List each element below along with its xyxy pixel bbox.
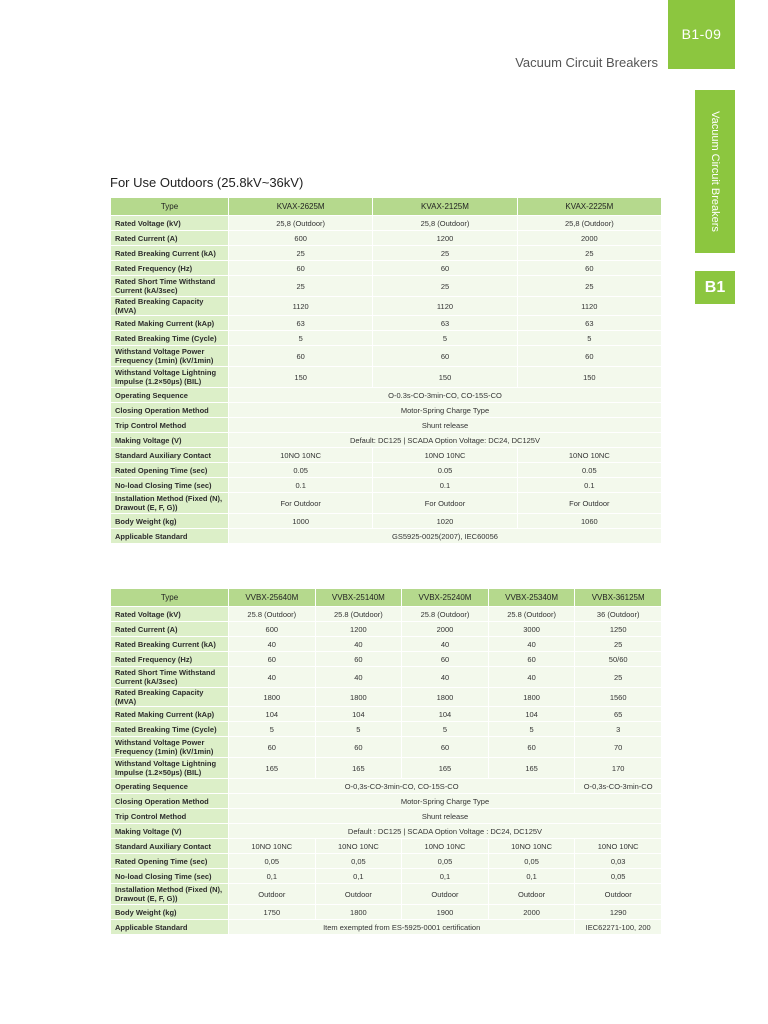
section-title: For Use Outdoors (25.8kV~36kV) [110,175,304,190]
value-cell: 40 [488,667,575,688]
value-cell: 1000 [229,514,373,529]
value-cell: IEC62271-100, 200 [575,920,662,935]
value-cell: 0.05 [517,463,661,478]
value-cell: 1200 [373,231,517,246]
table-row [111,905,662,920]
section-badge: B1 [695,271,735,304]
table-row [111,794,662,809]
value-cell: Outdoor [575,884,662,905]
value-cell: 60 [488,737,575,758]
table-row [111,622,662,637]
spec-table-vvbx [110,588,662,935]
row-label: No-load Closing Time (sec) [111,478,229,493]
row-label: Applicable Standard [111,529,229,544]
value-cell: For Outdoor [517,493,661,514]
table-row [111,514,662,529]
value-cell: 1250 [575,622,662,637]
value-cell: 1900 [402,905,489,920]
table-row [111,216,662,231]
table-row [111,448,662,463]
table-row [111,331,662,346]
value-cell: 0,03 [575,854,662,869]
row-label: Rated Frequency (Hz) [111,261,229,276]
value-cell: 65 [575,707,662,722]
value-cell: 60 [229,737,316,758]
row-label: No-load Closing Time (sec) [111,869,229,884]
row-label: Trip Control Method [111,809,229,824]
table-row [111,688,662,707]
value-cell: 150 [373,367,517,388]
row-label: Withstand Voltage Lightning Impulse (1.2×50µs) (BIL) [111,758,229,779]
value-cell: 1800 [229,688,316,707]
table-row [111,667,662,688]
value-cell: 40 [229,667,316,688]
value-cell: Outdoor [315,884,402,905]
value-cell: 5 [229,331,373,346]
table-row [111,246,662,261]
table-row [111,758,662,779]
table-row [111,276,662,297]
spanned-value-cell: Shunt release [229,809,662,824]
value-cell: For Outdoor [229,493,373,514]
value-cell: 60 [402,652,489,667]
value-cell: 63 [229,316,373,331]
row-label: Withstand Voltage Lightning Impulse (1.2×50µs) (BIL) [111,367,229,388]
spanned-value-cell: Item exempted from ES-5925-0001 certification [229,920,575,935]
value-cell: 104 [402,707,489,722]
row-label: Standard Auxiliary Contact [111,839,229,854]
value-cell: 3000 [488,622,575,637]
row-label: Rated Breaking Current (kA) [111,637,229,652]
value-cell: 40 [402,637,489,652]
value-cell: 60 [488,652,575,667]
row-label: Closing Operation Method [111,794,229,809]
table-row [111,418,662,433]
value-cell: 25,8 (Outdoor) [517,216,661,231]
value-cell: 5 [315,722,402,737]
value-cell: 10NO 10NC [229,448,373,463]
value-cell: 70 [575,737,662,758]
row-label: Rated Breaking Time (Cycle) [111,331,229,346]
value-cell: 25.8 (Outdoor) [402,607,489,622]
value-cell: For Outdoor [373,493,517,514]
value-cell: 25.8 (Outdoor) [488,607,575,622]
value-cell: 1750 [229,905,316,920]
value-cell: 5 [488,722,575,737]
model-header-cell: VVBX-25240M [402,589,489,607]
value-cell: 0,1 [488,869,575,884]
row-label: Trip Control Method [111,418,229,433]
side-section-tab-label: Vacuum Circuit Breakers [709,111,721,232]
value-cell: 1800 [315,688,402,707]
row-label: Rated Breaking Capacity (MVA) [111,297,229,316]
value-cell: 600 [229,231,373,246]
table-row [111,869,662,884]
row-label: Rated Current (A) [111,622,229,637]
value-cell: 60 [229,261,373,276]
value-cell: 1560 [575,688,662,707]
value-cell: 5 [402,722,489,737]
spanned-value-cell: Default : DC125 | SCADA Option Voltage : DC24, DC125V [229,824,662,839]
row-label: Standard Auxiliary Contact [111,448,229,463]
value-cell: 1120 [229,297,373,316]
value-cell: 25.8 (Outdoor) [229,607,316,622]
table-row [111,637,662,652]
value-cell: 3 [575,722,662,737]
model-header-cell: KVAX-2125M [373,198,517,216]
spanned-value-cell: Motor-Spring Charge Type [229,403,662,418]
table-row [111,607,662,622]
value-cell: 40 [315,637,402,652]
table-row [111,854,662,869]
table-row [111,824,662,839]
value-cell: 0.1 [229,478,373,493]
value-cell: 1120 [373,297,517,316]
value-cell: 60 [517,346,661,367]
table-row [111,652,662,667]
value-cell: 150 [517,367,661,388]
value-cell: 25,8 (Outdoor) [373,216,517,231]
value-cell: 10NO 10NC [575,839,662,854]
value-cell: 0,05 [229,854,316,869]
value-cell: 104 [315,707,402,722]
value-cell: 40 [402,667,489,688]
value-cell: 0,05 [575,869,662,884]
value-cell: 10NO 10NC [229,839,316,854]
row-label: Rated Making Current (kAp) [111,316,229,331]
table-row [111,346,662,367]
row-label: Rated Current (A) [111,231,229,246]
row-label: Installation Method (Fixed (N), Drawout (E, F, G)) [111,493,229,514]
value-cell: 25.8 (Outdoor) [315,607,402,622]
model-header-cell: VVBX-25640M [229,589,316,607]
value-cell: 10NO 10NC [517,448,661,463]
table-row [111,261,662,276]
value-cell: 1020 [373,514,517,529]
side-section-tab [695,90,735,253]
table-row [111,367,662,388]
value-cell: 0,05 [488,854,575,869]
value-cell: 170 [575,758,662,779]
type-header-cell: Type [111,198,229,216]
spec-table-kvax [110,197,662,544]
value-cell: 10NO 10NC [402,839,489,854]
table-row [111,316,662,331]
row-label: Body Weight (kg) [111,514,229,529]
value-cell: 0.1 [517,478,661,493]
value-cell: 40 [488,637,575,652]
value-cell: 1800 [315,905,402,920]
value-cell: O-0,3s-CO-3min-CO [575,779,662,794]
value-cell: 104 [488,707,575,722]
row-label: Rated Breaking Time (Cycle) [111,722,229,737]
value-cell: 165 [229,758,316,779]
value-cell: 63 [517,316,661,331]
value-cell: 5 [373,331,517,346]
table-row [111,920,662,935]
value-cell: 60 [373,261,517,276]
row-label: Rated Breaking Capacity (MVA) [111,688,229,707]
value-cell: 5 [229,722,316,737]
value-cell: 0,1 [402,869,489,884]
row-label: Operating Sequence [111,779,229,794]
row-label: Rated Breaking Current (kA) [111,246,229,261]
value-cell: 40 [229,637,316,652]
value-cell: 25 [517,276,661,297]
table-row [111,884,662,905]
value-cell: Outdoor [229,884,316,905]
value-cell: 36 (Outdoor) [575,607,662,622]
value-cell: Outdoor [488,884,575,905]
table-row [111,463,662,478]
value-cell: 25 [229,276,373,297]
row-label: Body Weight (kg) [111,905,229,920]
row-label: Rated Short Time Withstand Current (kA/3sec) [111,276,229,297]
table-row [111,403,662,418]
value-cell: 63 [373,316,517,331]
table-row [111,737,662,758]
table-row [111,478,662,493]
value-cell: 1120 [517,297,661,316]
value-cell: 5 [517,331,661,346]
value-cell: 10NO 10NC [373,448,517,463]
model-header-cell: KVAX-2625M [229,198,373,216]
value-cell: 2000 [517,231,661,246]
row-label: Operating Sequence [111,388,229,403]
value-cell: 25 [373,276,517,297]
value-cell: 60 [315,737,402,758]
value-cell: 104 [229,707,316,722]
value-cell: 0.1 [373,478,517,493]
value-cell: 60 [315,652,402,667]
table-row [111,231,662,246]
row-label: Applicable Standard [111,920,229,935]
value-cell: 10NO 10NC [488,839,575,854]
value-cell: 25 [373,246,517,261]
value-cell: 150 [229,367,373,388]
value-cell: 60 [229,346,373,367]
value-cell: 40 [315,667,402,688]
model-header-cell: KVAX-2225M [517,198,661,216]
value-cell: 0,1 [315,869,402,884]
value-cell: 10NO 10NC [315,839,402,854]
row-label: Rated Opening Time (sec) [111,854,229,869]
table-row [111,433,662,448]
value-cell: 165 [402,758,489,779]
page-header-title: Vacuum Circuit Breakers [515,55,658,70]
value-cell: 165 [315,758,402,779]
value-cell: 60 [402,737,489,758]
value-cell: 1800 [402,688,489,707]
row-label: Withstand Voltage Power Frequency (1min) (kV/1min) [111,737,229,758]
row-label: Withstand Voltage Power Frequency (1min) (kV/1min) [111,346,229,367]
spanned-value-cell: GS5925-0025(2007), IEC60056 [229,529,662,544]
row-label: Rated Making Current (kAp) [111,707,229,722]
table-row [111,722,662,737]
value-cell: 25,8 (Outdoor) [229,216,373,231]
page-number-tab: B1-09 [668,0,735,69]
table-header-row [111,589,662,607]
value-cell: 0,05 [402,854,489,869]
value-cell: 60 [373,346,517,367]
table-row [111,779,662,794]
value-cell: 2000 [402,622,489,637]
spanned-value-cell: Default: DC125 | SCADA Option Voltage: DC24, DC125V [229,433,662,448]
row-label: Rated Voltage (kV) [111,607,229,622]
value-cell: 1800 [488,688,575,707]
model-header-cell: VVBX-36125M [575,589,662,607]
row-label: Rated Short Time Withstand Current (kA/3sec) [111,667,229,688]
value-cell: 1060 [517,514,661,529]
table-row [111,707,662,722]
row-label: Rated Opening Time (sec) [111,463,229,478]
spanned-value-cell: Motor-Spring Charge Type [229,794,662,809]
value-cell: 600 [229,622,316,637]
spanned-value-cell: O-0,3s-CO-3min-CO, CO-15S-CO [229,779,575,794]
value-cell: 25 [575,637,662,652]
value-cell: 0.05 [373,463,517,478]
value-cell: 50/60 [575,652,662,667]
table-row [111,388,662,403]
type-header-cell: Type [111,589,229,607]
table-row [111,809,662,824]
spanned-value-cell: O-0.3s-CO-3min-CO, CO-15S-CO [229,388,662,403]
table-row [111,529,662,544]
value-cell: Outdoor [402,884,489,905]
table-row [111,839,662,854]
table-row [111,297,662,316]
table-row [111,493,662,514]
value-cell: 60 [229,652,316,667]
row-label: Installation Method (Fixed (N), Drawout (E, F, G)) [111,884,229,905]
model-header-cell: VVBX-25140M [315,589,402,607]
value-cell: 60 [517,261,661,276]
value-cell: 1290 [575,905,662,920]
value-cell: 165 [488,758,575,779]
table-header-row [111,198,662,216]
value-cell: 2000 [488,905,575,920]
spanned-value-cell: Shunt release [229,418,662,433]
row-label: Making Voltage (V) [111,433,229,448]
value-cell: 0,1 [229,869,316,884]
value-cell: 25 [575,667,662,688]
value-cell: 0,05 [315,854,402,869]
value-cell: 25 [229,246,373,261]
row-label: Making Voltage (V) [111,824,229,839]
value-cell: 1200 [315,622,402,637]
value-cell: 25 [517,246,661,261]
value-cell: 0.05 [229,463,373,478]
row-label: Closing Operation Method [111,403,229,418]
row-label: Rated Voltage (kV) [111,216,229,231]
model-header-cell: VVBX-25340M [488,589,575,607]
row-label: Rated Frequency (Hz) [111,652,229,667]
